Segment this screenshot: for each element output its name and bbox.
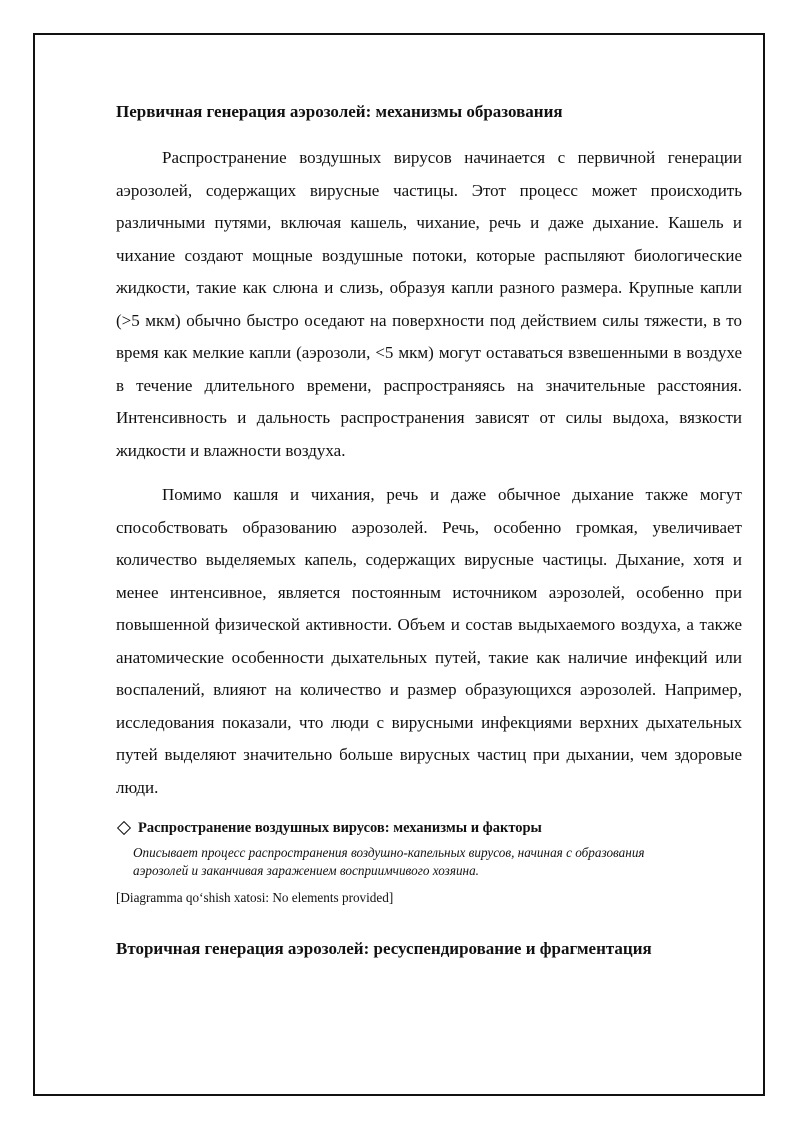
section-heading-secondary-generation: Вторичная генерация аэрозолей: ресуспендирование и фрагментация [116, 939, 652, 958]
diagram-placeholder [116, 818, 742, 907]
diagram-description: Описывает процесс распространения воздушно-капельных вирусов, начиная с образования аэрозолей и заканчивая заражением восприимчивого хозяина. [133, 845, 645, 878]
diamond-icon [117, 821, 131, 835]
diagram-error-message: [Diagramma qo‘shish xatosi: No elements provided] [116, 890, 394, 905]
section-heading-primary-generation: Первичная генерация аэрозолей: механизмы образования [116, 102, 563, 121]
paragraph: Помимо кашля и чихания, речь и даже обычное дыхание также могут способствовать образованию аэрозолей. Речь, особенно громкая, увеличивает количество выделяемых капель, содержащих вирусные частицы. Дыхание, хотя и менее интенсивное, является постоянным источником аэрозолей, особенно при повышенной физической активности. Объем и состав выдыхаемого воздуха, а также анатомические особенности дыхательных путей, такие как наличие инфекций или воспалений, влияют на количество и размер образующихся аэрозолей. Например, исследования показали, что люди с вирусными инфекциями верхних дыхательных путей выделяют значительно больше вирусных частиц при дыхании, чем здоровые люди. [116, 485, 742, 797]
diagram-title: Распространение воздушных вирусов: механизмы и факторы [138, 820, 542, 836]
paragraph: Распространение воздушных вирусов начинается с первичной генерации аэрозолей, содержащих вирусные частицы. Этот процесс может происходить различными путями, включая кашель, чихание, речь и даже дыхание. Кашель и чихание создают мощные воздушные потоки, которые распыляют биологические жидкости, такие как слюна и слизь, образуя капли разного размера. Крупные капли (>5 мкм) обычно быстро оседают на поверхности под действием силы тяжести, в то время как мелкие капли (аэрозоли, <5 мкм) могут оставаться взвешенными в воздухе в течение длительного времени, распространяясь на значительные расстояния. Интенсивность и дальность распространения зависят от силы выдоха, вязкости жидкости и влажности воздуха. [116, 148, 742, 460]
diagram-title-row [116, 818, 742, 838]
document-body [116, 100, 742, 961]
